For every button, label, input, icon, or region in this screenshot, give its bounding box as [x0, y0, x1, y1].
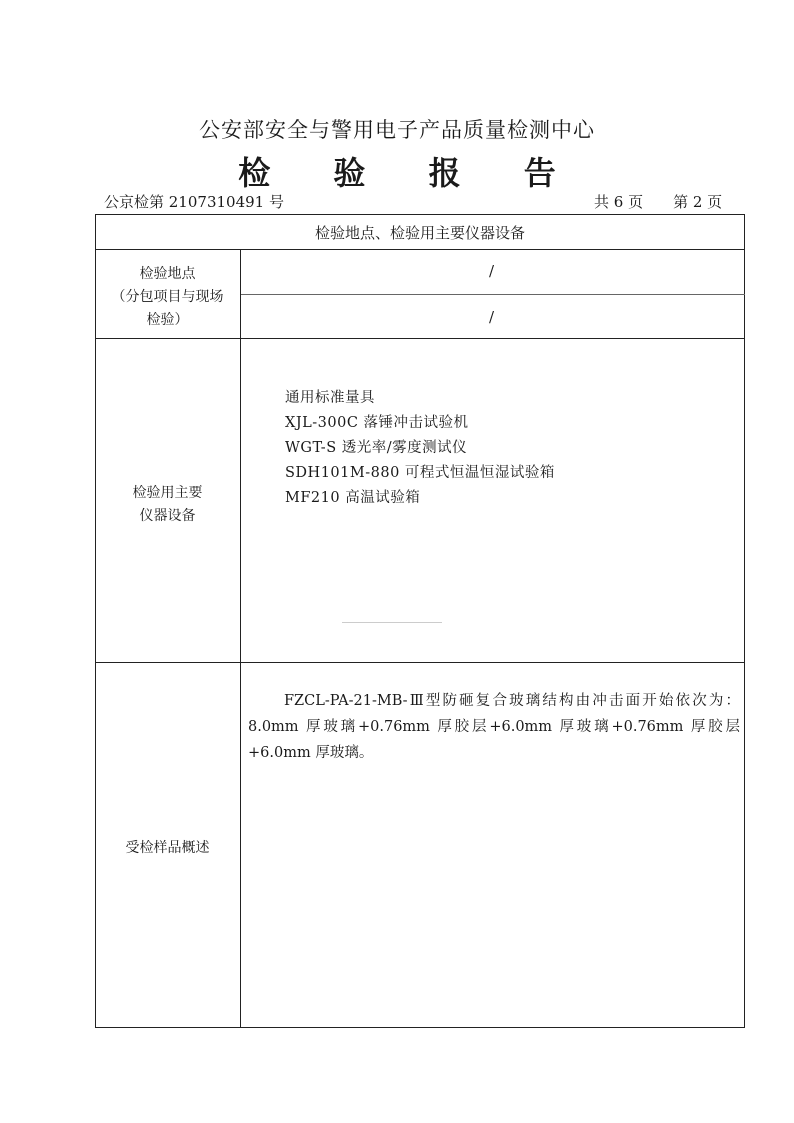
header-row-divider: [95, 249, 745, 250]
faint-mark: [342, 622, 442, 623]
section-title: 检验地点、检验用主要仪器设备: [314, 224, 525, 242]
equipment-item: 通用标准量具: [285, 390, 375, 406]
equipment-row-divider: [95, 662, 745, 663]
location-label-line3: 检验）: [146, 312, 189, 328]
report-number: 公京检第 2107310491 号: [104, 193, 284, 211]
location-row-divider: [95, 338, 745, 339]
report-table: [95, 214, 745, 1028]
page-info: [594, 191, 722, 212]
location-value-1: /: [489, 262, 495, 280]
total-pages: 共 6 页: [594, 193, 644, 211]
equipment-item: XJL-300C 落锤冲击试验机: [285, 415, 469, 431]
equipment-label-line1: 检验用主要: [132, 485, 203, 501]
page-number: 第 2 页: [673, 193, 723, 211]
equipment-item: SDH101M-880 可程式恒温恒湿试验箱: [285, 465, 555, 481]
equipment-list: [285, 386, 555, 511]
label-column-divider: [240, 249, 241, 1028]
equipment-item: MF210 高温试验箱: [285, 490, 421, 506]
equipment-label-line2: 仪器设备: [139, 508, 196, 524]
equipment-item: WGT-S 透光率/雾度测试仪: [285, 440, 468, 456]
location-inner-divider: [240, 294, 745, 295]
location-label-line1: 检验地点: [139, 266, 196, 282]
report-title: 检 验 报 告: [238, 154, 582, 192]
location-value-2: /: [489, 308, 495, 326]
location-label-line2: （分包项目与现场: [111, 289, 224, 305]
sample-description: FZCL-PA-21-MB-Ⅲ型防砸复合玻璃结构由冲击面开始依次为：8.0mm 厚玻璃+0.76mm 厚胶层+6.0mm 厚玻璃+0.76mm 厚胶层+6.0mm 厚玻璃。: [248, 693, 740, 761]
sample-label: 受检样品概述: [125, 840, 210, 856]
organization-name: 公安部安全与警用电子产品质量检测中心: [199, 118, 595, 142]
